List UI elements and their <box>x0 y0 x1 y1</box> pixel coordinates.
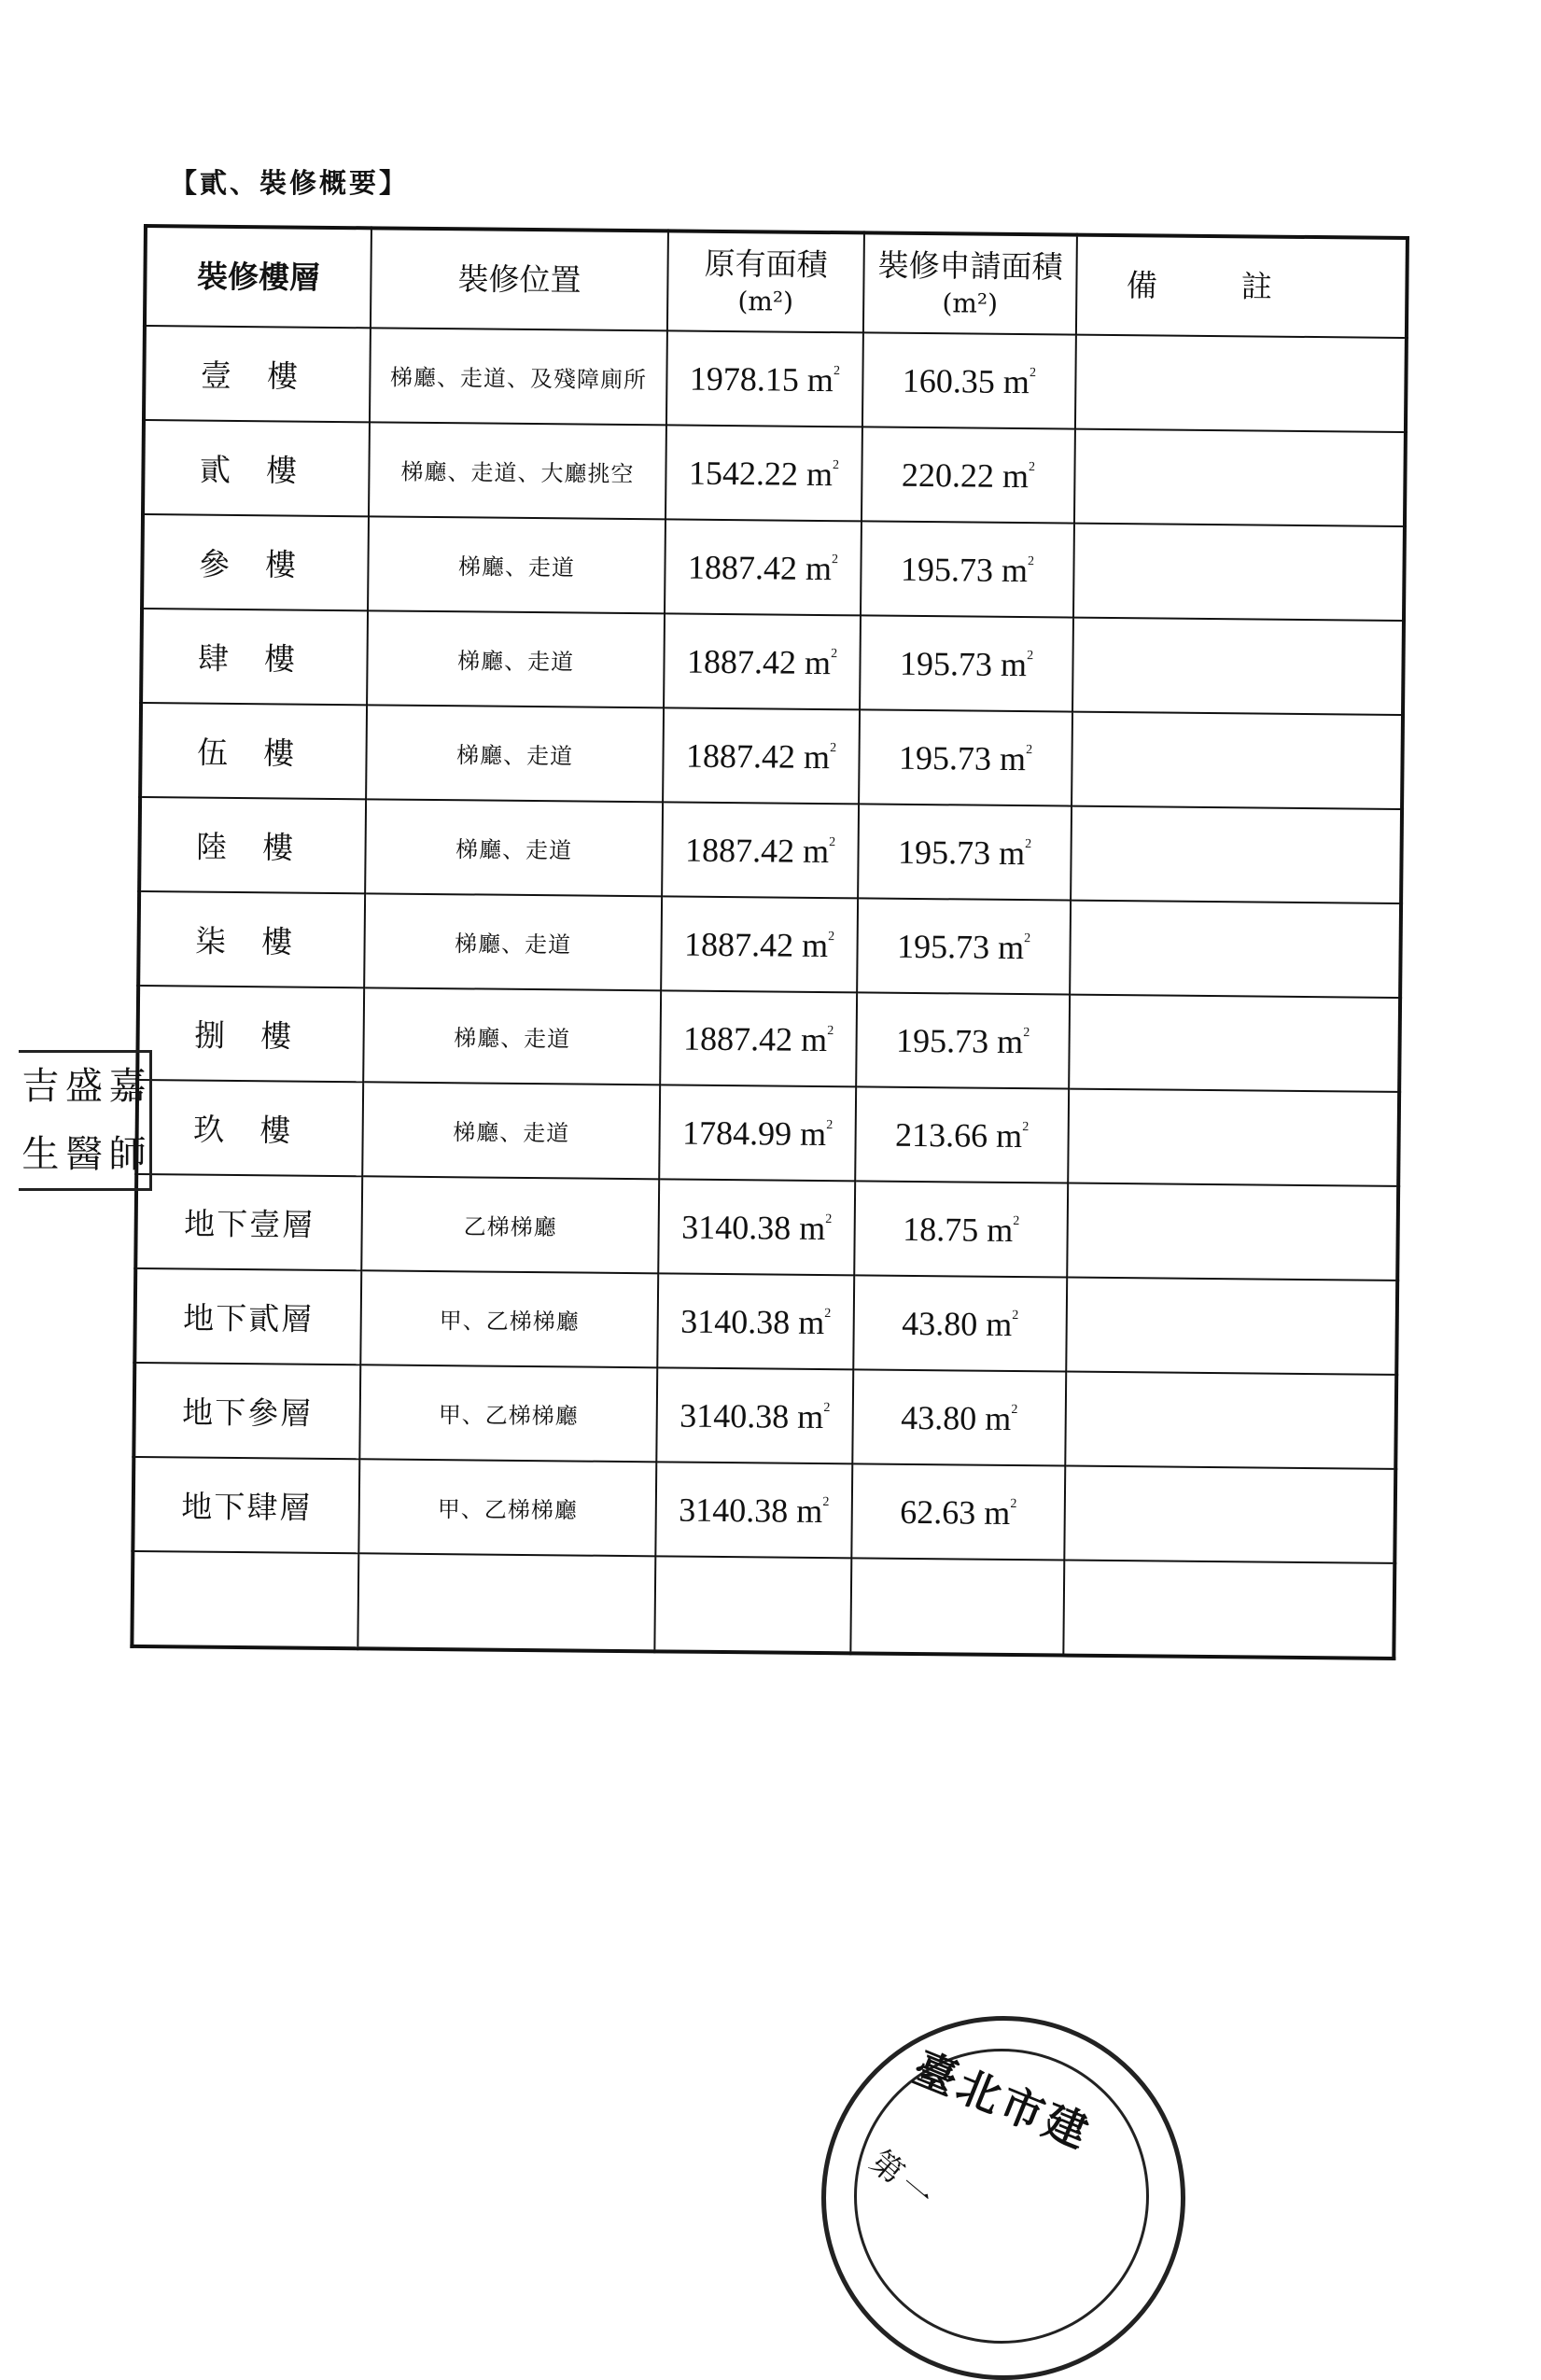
original-area-value: 1887.42 <box>686 642 797 681</box>
seal-char: 師 <box>108 1132 147 1176</box>
remarks-cell <box>1064 1466 1395 1563</box>
location-cell: 梯廳、走道 <box>364 893 662 990</box>
unit-superscript: 2 <box>832 457 840 472</box>
location-cell: 梯廳、走道 <box>368 516 665 613</box>
floor-cell: 肆樓 <box>141 609 368 705</box>
header-original-area <box>667 231 864 332</box>
area-unit: m <box>806 455 834 493</box>
area-unit: m <box>803 737 831 776</box>
seal-char: 盛 <box>64 1065 103 1109</box>
area-unit: m <box>995 1116 1023 1155</box>
left-seal-stamp <box>19 1050 152 1191</box>
floor-cell: 地下參層 <box>133 1363 360 1459</box>
seal-char: 生 <box>21 1132 60 1176</box>
floor-cell: 柒樓 <box>138 891 365 987</box>
seal-char: 嘉 <box>108 1065 147 1109</box>
section-title: 【貳、裝修概要】 <box>170 167 410 199</box>
original-area-cell <box>659 1085 856 1181</box>
area-unit: m <box>804 643 832 681</box>
location-cell: 梯廳、走道 <box>362 1082 660 1179</box>
applied-area-value: 195.73 <box>900 550 994 589</box>
round-official-seal <box>821 2016 1185 2380</box>
original-area-cell <box>663 707 860 804</box>
table-row <box>141 609 1404 715</box>
area-unit: m <box>805 549 833 587</box>
area-unit: m <box>996 1022 1024 1060</box>
unit-superscript: 2 <box>822 1494 830 1509</box>
area-unit: m <box>986 1211 1014 1249</box>
header-original-area-unit: (m²) <box>737 286 794 317</box>
table-header-row <box>145 226 1408 338</box>
seal-inner-text: 第一 <box>862 2143 945 2220</box>
applied-area-cell <box>857 898 1071 994</box>
blank-cell <box>850 1558 1064 1655</box>
area-unit: m <box>1000 645 1028 683</box>
original-area-value: 1887.42 <box>684 831 795 870</box>
remarks-cell <box>1066 1278 1397 1375</box>
original-area-value: 1784.99 <box>681 1113 792 1153</box>
header-location: 裝修位置 <box>371 228 668 330</box>
unit-superscript: 2 <box>828 929 835 944</box>
original-area-cell <box>658 1179 855 1275</box>
original-area-value: 3140.38 <box>680 1302 791 1341</box>
seal-char: 吉 <box>21 1065 60 1109</box>
floor-cell: 捌樓 <box>137 986 364 1082</box>
area-unit: m <box>801 926 829 964</box>
unit-superscript: 2 <box>1010 1496 1017 1511</box>
area-unit: m <box>997 928 1025 966</box>
applied-area-cell <box>860 615 1073 711</box>
blank-row <box>132 1551 1394 1659</box>
applied-area-cell <box>859 709 1072 805</box>
table-row <box>136 1080 1399 1186</box>
unit-superscript: 2 <box>1023 1025 1030 1040</box>
floor-cell: 陸樓 <box>139 797 366 893</box>
unit-superscript: 2 <box>1026 742 1033 757</box>
area-unit: m <box>999 739 1027 777</box>
applied-area-value: 195.73 <box>896 927 990 966</box>
original-area-value: 1887.42 <box>682 1019 793 1058</box>
remarks-cell <box>1073 524 1405 621</box>
table-row <box>140 703 1403 809</box>
location-cell: 梯廳、走道 <box>365 799 663 896</box>
floor-cell: 壹樓 <box>144 326 371 422</box>
table-row <box>133 1363 1396 1469</box>
original-area-cell <box>662 802 859 898</box>
header-original-area-label: 原有面積 <box>704 245 828 284</box>
unit-superscript: 2 <box>1024 931 1031 945</box>
unit-superscript: 2 <box>833 363 841 378</box>
original-area-cell <box>665 425 862 521</box>
original-area-cell <box>665 519 862 615</box>
remarks-cell <box>1072 712 1403 809</box>
header-applied-area-label: 裝修申請面積 <box>877 246 1063 286</box>
applied-area-cell <box>854 1181 1068 1277</box>
table-body <box>132 326 1407 1659</box>
unit-superscript: 2 <box>1028 553 1035 568</box>
unit-superscript: 2 <box>1028 459 1036 474</box>
floor-cell: 地下肆層 <box>133 1457 359 1553</box>
remarks-cell <box>1065 1372 1396 1469</box>
location-cell: 甲、乙梯梯廳 <box>358 1459 656 1556</box>
location-cell: 甲、乙梯梯廳 <box>359 1365 657 1462</box>
original-area-cell <box>661 896 858 992</box>
area-unit: m <box>800 1020 828 1058</box>
area-unit: m <box>796 1491 823 1530</box>
original-area-value: 1887.42 <box>687 548 798 587</box>
remarks-cell <box>1068 1089 1399 1186</box>
applied-area-value: 18.75 <box>902 1210 979 1249</box>
header-applied-area-unit: (m²) <box>942 287 999 320</box>
original-area-cell <box>657 1273 854 1369</box>
unit-superscript: 2 <box>825 1211 833 1226</box>
remarks-cell <box>1075 335 1407 432</box>
original-area-value: 1542.22 <box>688 454 799 493</box>
header-floor: 裝修樓層 <box>145 226 371 328</box>
remarks-cell <box>1067 1183 1398 1281</box>
unit-superscript: 2 <box>826 1117 834 1132</box>
location-cell: 乙梯梯廳 <box>361 1176 659 1273</box>
applied-area-cell <box>856 992 1070 1088</box>
original-area-value: 1887.42 <box>685 736 796 776</box>
location-cell: 梯廳、走道、大廳挑空 <box>369 422 666 519</box>
original-area-cell <box>666 330 863 427</box>
original-area-cell <box>660 990 857 1086</box>
table-row <box>133 1457 1395 1563</box>
unit-superscript: 2 <box>1022 1119 1030 1134</box>
remarks-cell <box>1072 618 1404 715</box>
seal-ring-text: 臺北市建 <box>906 2042 1099 2160</box>
location-cell: 梯廳、走道、及殘障廁所 <box>370 328 667 425</box>
area-unit: m <box>806 360 834 399</box>
area-unit: m <box>998 833 1026 872</box>
floor-cell: 玖樓 <box>136 1080 363 1176</box>
applied-area-value: 195.73 <box>898 738 992 777</box>
unit-superscript: 2 <box>1013 1213 1020 1228</box>
remarks-cell <box>1069 995 1400 1092</box>
area-unit: m <box>1001 551 1029 589</box>
unit-superscript: 2 <box>829 834 836 849</box>
renovation-summary-table <box>130 224 1409 1660</box>
unit-superscript: 2 <box>1025 836 1032 851</box>
unit-superscript: 2 <box>1011 1402 1018 1417</box>
location-cell: 梯廳、走道 <box>363 987 661 1085</box>
table-row <box>144 326 1407 432</box>
blank-cell <box>654 1556 851 1653</box>
original-area-value: 1978.15 <box>689 359 800 399</box>
applied-area-value: 43.80 <box>901 1398 977 1437</box>
header-applied-area <box>863 232 1077 334</box>
applied-area-cell <box>861 521 1074 617</box>
area-unit: m <box>797 1397 824 1435</box>
applied-area-cell <box>852 1369 1066 1465</box>
blank-cell <box>1063 1561 1394 1659</box>
unit-superscript: 2 <box>823 1400 831 1415</box>
unit-superscript: 2 <box>1029 365 1037 380</box>
floor-cell: 參樓 <box>142 514 369 610</box>
location-cell: 梯廳、走道 <box>367 610 665 707</box>
applied-area-value: 195.73 <box>899 644 993 683</box>
floor-cell: 貳樓 <box>143 420 370 516</box>
unit-superscript: 2 <box>831 646 838 661</box>
floor-cell: 地下貳層 <box>134 1268 361 1365</box>
applied-area-value: 43.80 <box>902 1304 978 1343</box>
unit-superscript: 2 <box>827 1023 834 1038</box>
applied-area-cell <box>858 804 1072 900</box>
area-unit: m <box>986 1305 1013 1343</box>
table-row <box>134 1268 1397 1375</box>
table-row <box>137 986 1400 1092</box>
table-row <box>143 420 1406 526</box>
area-unit: m <box>984 1493 1011 1532</box>
applied-area-cell <box>855 1086 1069 1183</box>
original-area-value: 1887.42 <box>683 925 794 964</box>
applied-area-value: 160.35 <box>902 361 996 400</box>
table-row <box>142 514 1405 621</box>
applied-area-cell <box>851 1463 1065 1560</box>
applied-area-cell <box>853 1275 1067 1371</box>
unit-superscript: 2 <box>832 552 839 567</box>
area-unit: m <box>799 1209 826 1247</box>
area-unit: m <box>798 1303 825 1341</box>
applied-area-value: 195.73 <box>895 1021 989 1060</box>
remarks-cell <box>1070 901 1401 998</box>
original-area-cell <box>655 1462 852 1558</box>
applied-area-cell <box>862 332 1076 428</box>
area-unit: m <box>799 1114 827 1153</box>
applied-area-cell <box>862 427 1075 523</box>
remarks-cell <box>1071 806 1402 903</box>
original-area-value: 3140.38 <box>679 1396 790 1435</box>
original-area-cell <box>664 613 861 709</box>
area-unit: m <box>1002 456 1030 495</box>
applied-area-value: 195.73 <box>897 833 991 872</box>
blank-cell <box>357 1553 655 1651</box>
floor-cell: 地下壹層 <box>135 1174 362 1270</box>
remarks-cell <box>1074 429 1406 526</box>
applied-area-value: 213.66 <box>894 1115 988 1155</box>
table-row <box>138 891 1401 998</box>
original-area-value: 3140.38 <box>681 1208 792 1247</box>
original-area-cell <box>656 1367 853 1463</box>
header-remarks: 備註 <box>1076 235 1408 338</box>
original-area-value: 3140.38 <box>679 1491 789 1530</box>
unit-superscript: 2 <box>1012 1308 1019 1323</box>
area-unit: m <box>802 832 830 870</box>
location-cell: 甲、乙梯梯廳 <box>360 1270 658 1367</box>
table-row <box>139 797 1402 903</box>
area-unit: m <box>985 1399 1012 1437</box>
floor-cell: 伍樓 <box>140 703 367 799</box>
area-unit: m <box>1002 362 1030 400</box>
unit-superscript: 2 <box>1027 648 1034 663</box>
unit-superscript: 2 <box>830 740 837 755</box>
location-cell: 梯廳、走道 <box>366 705 664 802</box>
seal-char: 醫 <box>64 1132 103 1176</box>
blank-cell <box>132 1551 358 1648</box>
applied-area-value: 62.63 <box>900 1492 976 1532</box>
applied-area-value: 220.22 <box>901 455 995 495</box>
table-row <box>135 1174 1398 1281</box>
unit-superscript: 2 <box>824 1306 832 1321</box>
